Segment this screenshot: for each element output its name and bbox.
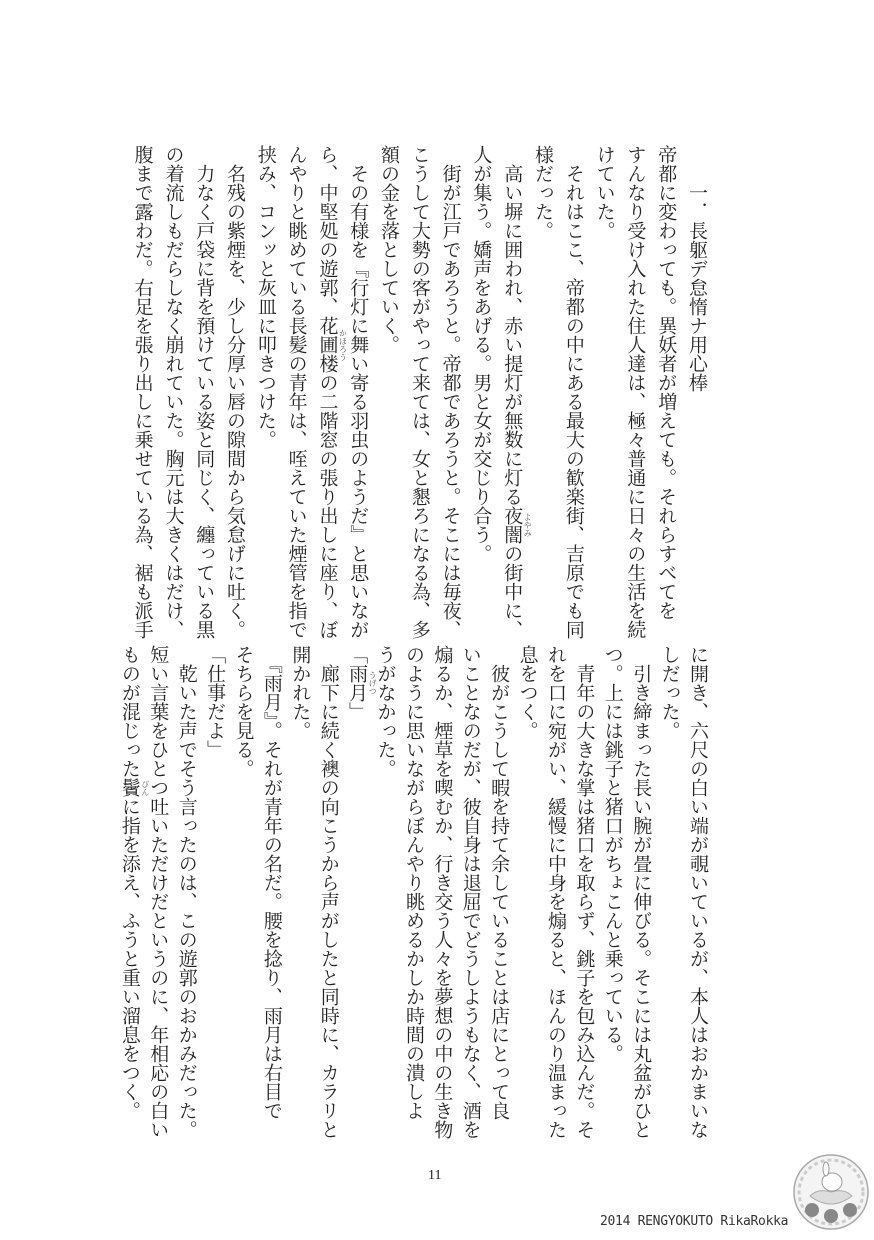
ruby-base-text: 花圃楼 [316, 316, 339, 373]
text-segment: の二階窓の張り出しに座り、ぼ [316, 373, 339, 639]
text-line [312, 145, 348, 639]
text-line [229, 645, 257, 1115]
text-segment: の街中に、 [501, 544, 524, 639]
footer-copyright: 2014 RENGYOKUTO RikaRokka [600, 1214, 789, 1229]
text-segment: 一．長躯デ怠惰ナ用心棒 [686, 145, 708, 392]
text-segment: 「 [346, 645, 369, 664]
text-line [542, 645, 570, 1139]
text-segment: それはここ、帝都の中にある最大の歓楽街、吉原でも同 [562, 145, 585, 639]
text-line [373, 145, 404, 615]
text-segment: 短い言葉をひとつ吐いただけだというのに、年相応の白い [147, 645, 170, 1139]
ruby-base [118, 778, 150, 797]
ruby-annotation: よやみ [523, 513, 533, 537]
text-line [172, 645, 200, 1139]
text-line [281, 145, 312, 639]
text-line [620, 145, 651, 639]
ruby-base-text: 鬢 [118, 778, 141, 797]
text-block-bottom [110, 645, 712, 1139]
text-segment: 開かれた。 [289, 645, 312, 740]
text-segment: けていた。 [593, 145, 616, 240]
text-segment: んやりと眺めている長髪の青年は、咥えていた煙管を指で [285, 145, 308, 639]
text-line [598, 645, 626, 1115]
text-line [342, 145, 373, 639]
text-segment: 引き締まった長い腕が畳に伸びる。そこには丸盆がひと [630, 645, 653, 1139]
text-line [466, 145, 497, 615]
text-segment: 額の金を落としていく。 [378, 145, 401, 354]
text-line [428, 645, 456, 1139]
text-segment: 廊下に続く襖の向こうから声がしたと同時に、カラリと [317, 645, 340, 1139]
text-segment: つ。上には銚子と猪口がちょこんと乗っている。 [601, 645, 624, 1063]
text-segment: 息をつく。 [516, 645, 539, 740]
text-block-top [120, 145, 712, 639]
text-segment: しだった。 [658, 645, 681, 740]
ruby-base-text: 雨月 [346, 664, 369, 702]
text-line [570, 645, 598, 1139]
text-segment: 街が江戸であろうと。帝都であろうと。そこには毎夜、 [439, 145, 462, 639]
text-line [250, 145, 281, 615]
text-segment: その有様を『行灯に舞い寄る羽虫のようだ』と思いなが [347, 145, 370, 639]
text-segment: ものが混じった [118, 645, 141, 778]
text-segment: うがなかった。 [374, 645, 397, 778]
text-segment: 様だった。 [532, 145, 555, 240]
text-segment: 腹まで露わだ。右足を張り出しに乗せている為、裾も派手 [131, 145, 154, 639]
text-segment: 力なく戸袋に背を預けている姿と同じく、纏っている黒 [193, 145, 216, 639]
text-segment: れを口に宛がい、緩慢に中身を煽ると、ほんのり温まった [544, 645, 567, 1139]
text-line [485, 645, 513, 1120]
text-segment: 高い塀に囲われ、赤い提灯が無数に灯る [501, 145, 524, 506]
ruby-annotation: かほろう [338, 328, 348, 361]
text-segment: 『雨月』。それが青年の名だ。腰を捻り、雨月は右目で [260, 645, 283, 1120]
ruby-base [316, 316, 348, 373]
text-line [435, 145, 466, 639]
text-line [650, 145, 681, 620]
text-segment: こうして大勢の客がやって来ては、女と懇ろになる為、多 [408, 145, 431, 639]
text-line [400, 645, 428, 1120]
text-line [144, 645, 172, 1139]
text-segment: の着流しもだらしなく崩れていた。胸元は大きくはだけ、 [162, 145, 185, 639]
text-line [513, 645, 541, 1115]
text-line [589, 145, 620, 615]
text-segment: 煽るか、煙草を喫むか、行き交う人々を夢想の中の生き物 [431, 645, 454, 1139]
text-line [404, 145, 435, 639]
text-segment: に開き、六尺の白い端が覗いているが、本人はおかまいな [687, 645, 709, 1139]
text-line [496, 145, 533, 639]
text-line [371, 645, 399, 1115]
text-segment: 乾いた声でそう言ったのは、この遊郭のおかみだった。 [175, 645, 198, 1139]
text-line [684, 645, 712, 1139]
chapter-title [681, 145, 712, 615]
text-line [127, 145, 158, 639]
text-line [627, 645, 655, 1139]
ruby-annotation: うげつ [368, 671, 378, 695]
text-line [314, 645, 342, 1139]
text-segment: 」 [346, 702, 369, 721]
text-line [558, 145, 589, 639]
text-segment: 名残の紫煙を、少し分厚い唇の隙間から気怠げに吐く。 [224, 145, 247, 639]
text-segment: いことなのだが、彼自身は退屈でどうしようもなく、酒を [459, 645, 482, 1139]
text-segment: に指を添え、ふうと重い溜息をつく。 [118, 797, 141, 1120]
text-line [527, 145, 558, 615]
ruby-annotation: びん [140, 779, 150, 796]
text-line [655, 645, 683, 1115]
text-segment: 挟み、コンッと灰皿に叩きつけた。 [254, 145, 277, 449]
text-line [343, 645, 378, 1115]
page-number: 11 [428, 1168, 442, 1183]
ruby-base-text: 夜闇 [501, 506, 524, 544]
text-segment: のように思いながらぼんやり眺めるかしか時間の潰しよ [402, 645, 425, 1120]
text-segment: そちらを見る。 [232, 645, 255, 778]
ruby-base [346, 664, 378, 702]
text-line [158, 145, 189, 639]
rabbit-lotus-seal-icon [792, 1152, 870, 1232]
ruby-base [501, 506, 533, 544]
text-line [286, 645, 314, 1115]
text-segment: 青年の大きな掌は猪口を取らず、銚子を包み込んだ。そ [573, 645, 596, 1139]
text-line [201, 645, 229, 1115]
text-segment: すんなり受け入れた住人達は、極々普通に日々の生活を続 [624, 145, 647, 639]
text-segment: 彼がこうして暇を持て余していることは店にとって良 [488, 645, 511, 1120]
text-segment: 帝都に変わっても。異妖者が増えても。それらすべてを [655, 145, 678, 620]
text-line [219, 145, 250, 639]
text-segment: ら、中堅処の遊郭、 [316, 145, 339, 316]
text-line [456, 645, 484, 1139]
text-line [258, 645, 286, 1120]
text-segment: 「仕事だよ」 [204, 645, 227, 759]
text-segment: 人が集う。嬌声をあげる。男と女が交じり合う。 [470, 145, 493, 563]
text-line [188, 145, 219, 639]
text-line [115, 645, 150, 1120]
